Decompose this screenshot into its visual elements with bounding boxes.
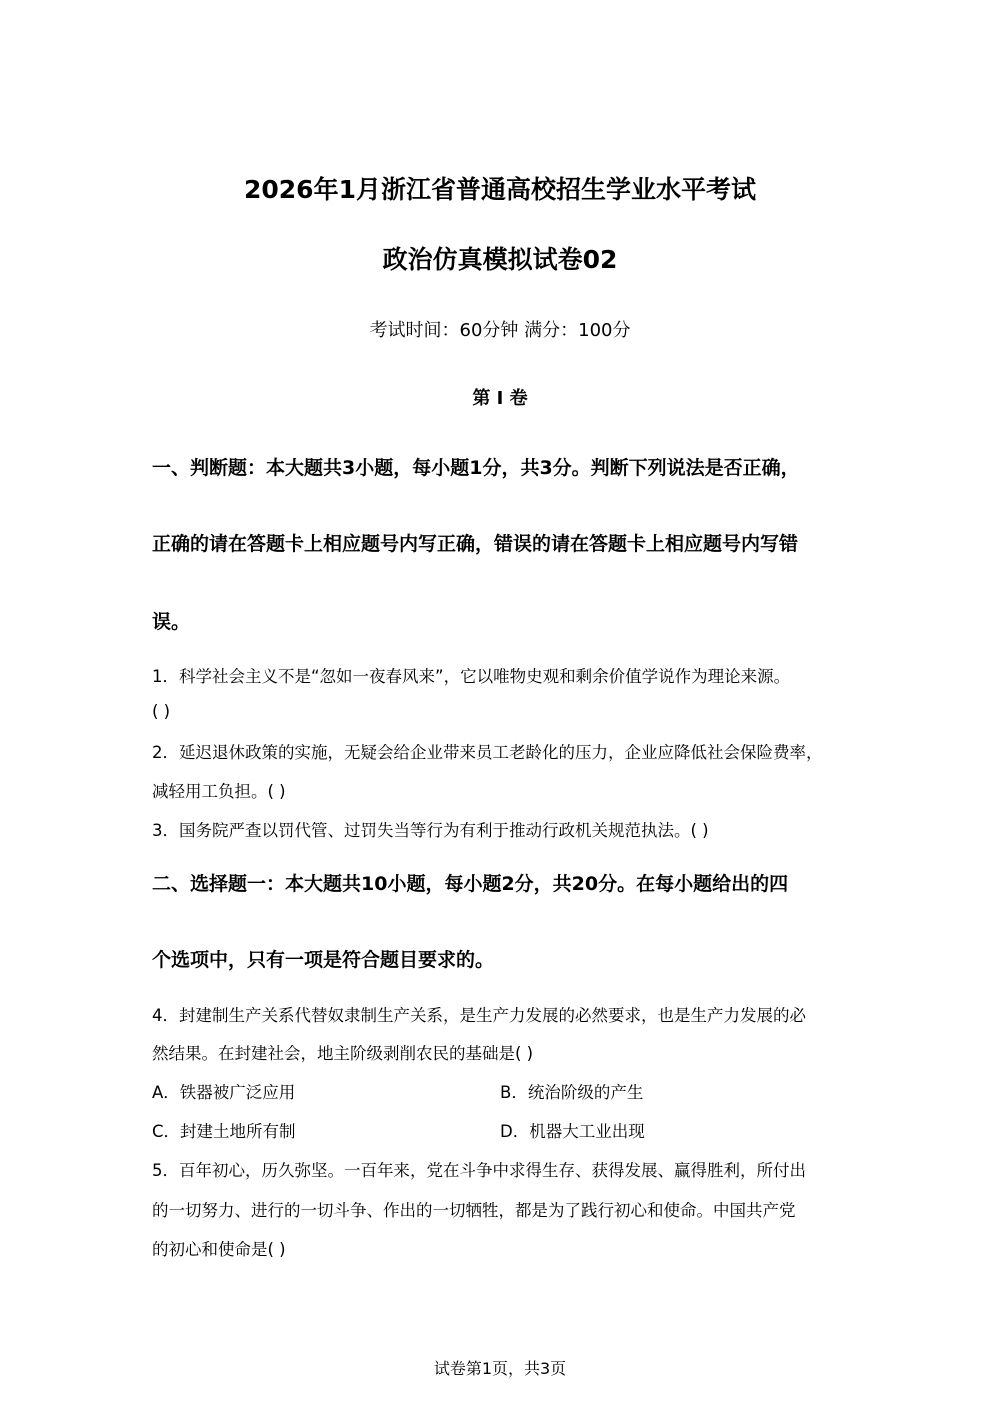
volume-label: 第 I 卷 xyxy=(472,388,528,409)
question-2-line1: 2．延迟退休政策的实施，无疑会给企业带来员工老龄化的压力，企业应降低社会保险费率， xyxy=(152,743,823,762)
question-5-line1: 5．百年初心，历久弥坚。一百年来，党在斗争中求得生存、获得发展、赢得胜利，所付出 xyxy=(152,1161,806,1180)
exam-info: 考试时间：60分钟 满分：100分 xyxy=(369,320,631,341)
question-5-line2: 的一切努力、进行的一切斗争、作出的一切牺牲，都是为了践行初心和使命。中国共产党 xyxy=(152,1201,796,1220)
question-2-line2: 减轻用工负担。( ) xyxy=(152,782,286,801)
question-4-line1: 4．封建制生产关系代替奴隶制生产关系，是生产力发展的必然要求，也是生产力发展的必 xyxy=(152,1006,806,1025)
doc-title-line1: 2026年1月浙江省普通高校招生学业水平考试 xyxy=(244,175,756,204)
section2-heading-line1: 二、选择题一：本大题共10小题，每小题2分，共20分。在每小题给出的四 xyxy=(152,873,789,895)
question-5-line3: 的初心和使命是( ) xyxy=(152,1240,286,1259)
question-1-line2: ( ) xyxy=(152,702,171,721)
section1-heading-line2: 正确的请在答题卡上相应题号内写正确，错误的请在答题卡上相应题号内写错 xyxy=(152,533,799,555)
question-4-option-d: D．机器大工业出现 xyxy=(500,1122,645,1141)
question-4-option-c: C．封建土地所有制 xyxy=(152,1122,296,1141)
section2-heading-line2: 个选项中，只有一项是符合题目要求的。 xyxy=(152,949,495,971)
question-3-line1: 3．国务院严查以罚代管、过罚失当等行为有利于推动行政机关规范执法。( ) xyxy=(152,821,709,840)
section1-heading-line1: 一、判断题：本大题共3小题，每小题1分，共3分。判断下列说法是否正确， xyxy=(152,457,800,479)
question-4-option-a: A．铁器被广泛应用 xyxy=(152,1083,296,1102)
section1-heading-line3: 误。 xyxy=(152,611,191,633)
question-4-option-b: B．统治阶级的产生 xyxy=(500,1083,644,1102)
question-1-line1: 1．科学社会主义不是“忽如一夜春风来”，它以唯物史观和剩余价值学说作为理论来源。 xyxy=(152,667,791,686)
question-4-line2: 然结果。在封建社会，地主阶级剥削农民的基础是( ) xyxy=(152,1044,534,1063)
doc-title-line2: 政治仿真模拟试卷02 xyxy=(382,245,618,274)
page-footer: 试卷第1页，共3页 xyxy=(433,1359,567,1378)
